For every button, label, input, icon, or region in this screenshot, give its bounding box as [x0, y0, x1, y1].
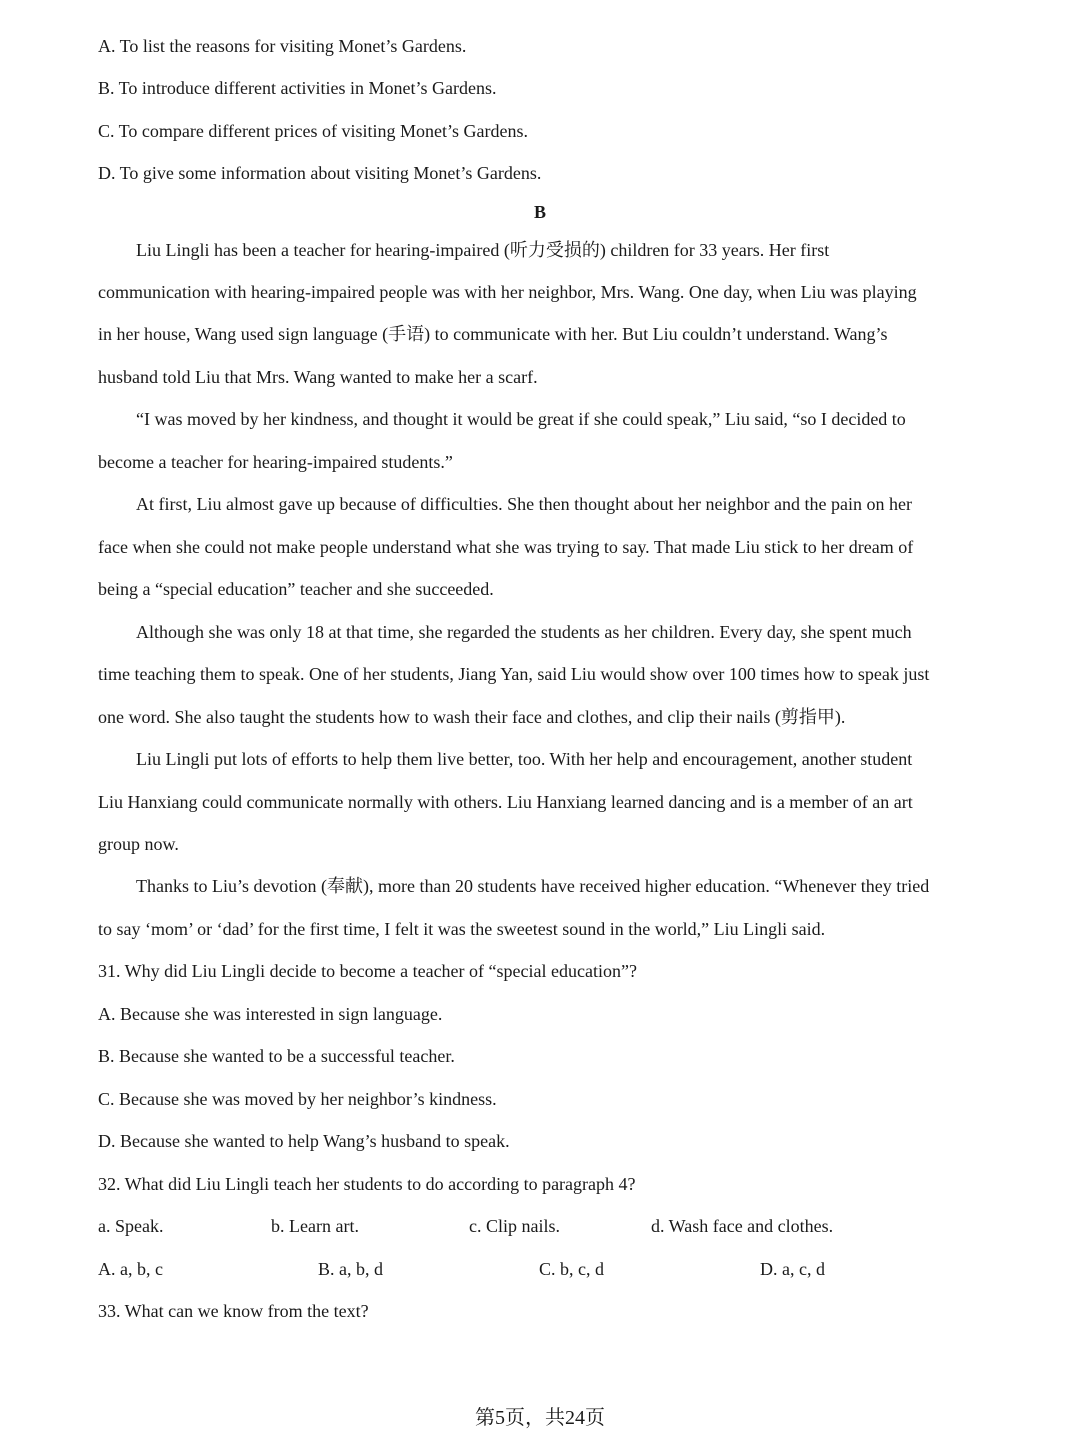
- q32-item-a: a. Speak.: [98, 1216, 164, 1236]
- section-title: B: [533, 202, 546, 222]
- passage-line: Liu Lingli put lots of efforts to help them live better, too. With her help and encouragement, another student: [136, 749, 913, 769]
- passage-line: become a teacher for hearing-impaired students.”: [98, 452, 453, 472]
- q31-option-d: D. Because she wanted to help Wang’s husband to speak.: [98, 1131, 510, 1151]
- passage-line: At first, Liu almost gave up because of difficulties. She then thought about her neighbor and the pain on her: [136, 494, 912, 514]
- q33-stem: 33. What can we know from the text?: [98, 1301, 369, 1321]
- q31-option-c: C. Because she was moved by her neighbor’s kindness.: [98, 1089, 497, 1109]
- q32-item-d: d. Wash face and clothes.: [651, 1216, 834, 1236]
- passage-line: face when she could not make people understand what she was trying to say. That made Liu stick to her dream of: [98, 537, 914, 557]
- page-number-footer: 第5页，共24页: [475, 1407, 605, 1429]
- prev-option-d: D. To give some information about visiting Monet’s Gardens.: [98, 163, 542, 183]
- passage-line: in her house, Wang used sign language (手语) to communicate with her. But Liu couldn’t understand. Wang’s: [98, 324, 888, 344]
- passage-line: to say ‘mom’ or ‘dad’ for the first time, I felt it was the sweetest sound in the world,” Liu Lingli said.: [98, 919, 826, 939]
- prev-option-c: C. To compare different prices of visiting Monet’s Gardens.: [98, 121, 528, 141]
- q31-stem: 31. Why did Liu Lingli decide to become a teacher of “special education”?: [98, 961, 637, 981]
- passage-line: time teaching them to speak. One of her students, Jiang Yan, said Liu would show over 100 times how to speak just: [98, 664, 930, 684]
- passage-line: Liu Hanxiang could communicate normally with others. Liu Hanxiang learned dancing and is a member of an art: [98, 792, 913, 812]
- passage-line: communication with hearing-impaired people was with her neighbor, Mrs. Wang. One day, when Liu was playing: [98, 282, 917, 302]
- passage-line: Thanks to Liu’s devotion (奉献), more than 20 students have received higher education. “Whenever they tried: [136, 876, 930, 896]
- passage-line: Although she was only 18 at that time, she regarded the students as her children. Every day, she spent much: [136, 622, 912, 642]
- prev-option-b: B. To introduce different activities in Monet’s Gardens.: [98, 78, 497, 98]
- q31-option-b: B. Because she wanted to be a successful teacher.: [98, 1046, 455, 1066]
- passage-line: group now.: [98, 834, 179, 854]
- q32-option-b: B. a, b, d: [318, 1259, 383, 1279]
- q32-option-d: D. a, c, d: [760, 1259, 825, 1279]
- q32-stem: 32. What did Liu Lingli teach her students to do according to paragraph 4?: [98, 1174, 636, 1194]
- q32-option-c: C. b, c, d: [539, 1259, 604, 1279]
- q32-item-b: b. Learn art.: [271, 1216, 359, 1236]
- passage-line: being a “special education” teacher and she succeeded.: [98, 579, 494, 599]
- q32-option-a: A. a, b, c: [98, 1259, 163, 1279]
- q31-option-a: A. Because she was interested in sign language.: [98, 1004, 443, 1024]
- passage-line: “I was moved by her kindness, and thought it would be great if she could speak,” Liu said, “so I decided to: [136, 409, 906, 429]
- q32-item-c: c. Clip nails.: [469, 1216, 560, 1236]
- passage-line: husband told Liu that Mrs. Wang wanted to make her a scarf.: [98, 367, 538, 387]
- prev-option-a: A. To list the reasons for visiting Monet’s Gardens.: [98, 36, 467, 56]
- passage-line: one word. She also taught the students how to wash their face and clothes, and clip their nails (剪指甲).: [98, 707, 846, 727]
- passage-line: Liu Lingli has been a teacher for hearing-impaired (听力受损的) children for 33 years. Her first: [136, 240, 830, 260]
